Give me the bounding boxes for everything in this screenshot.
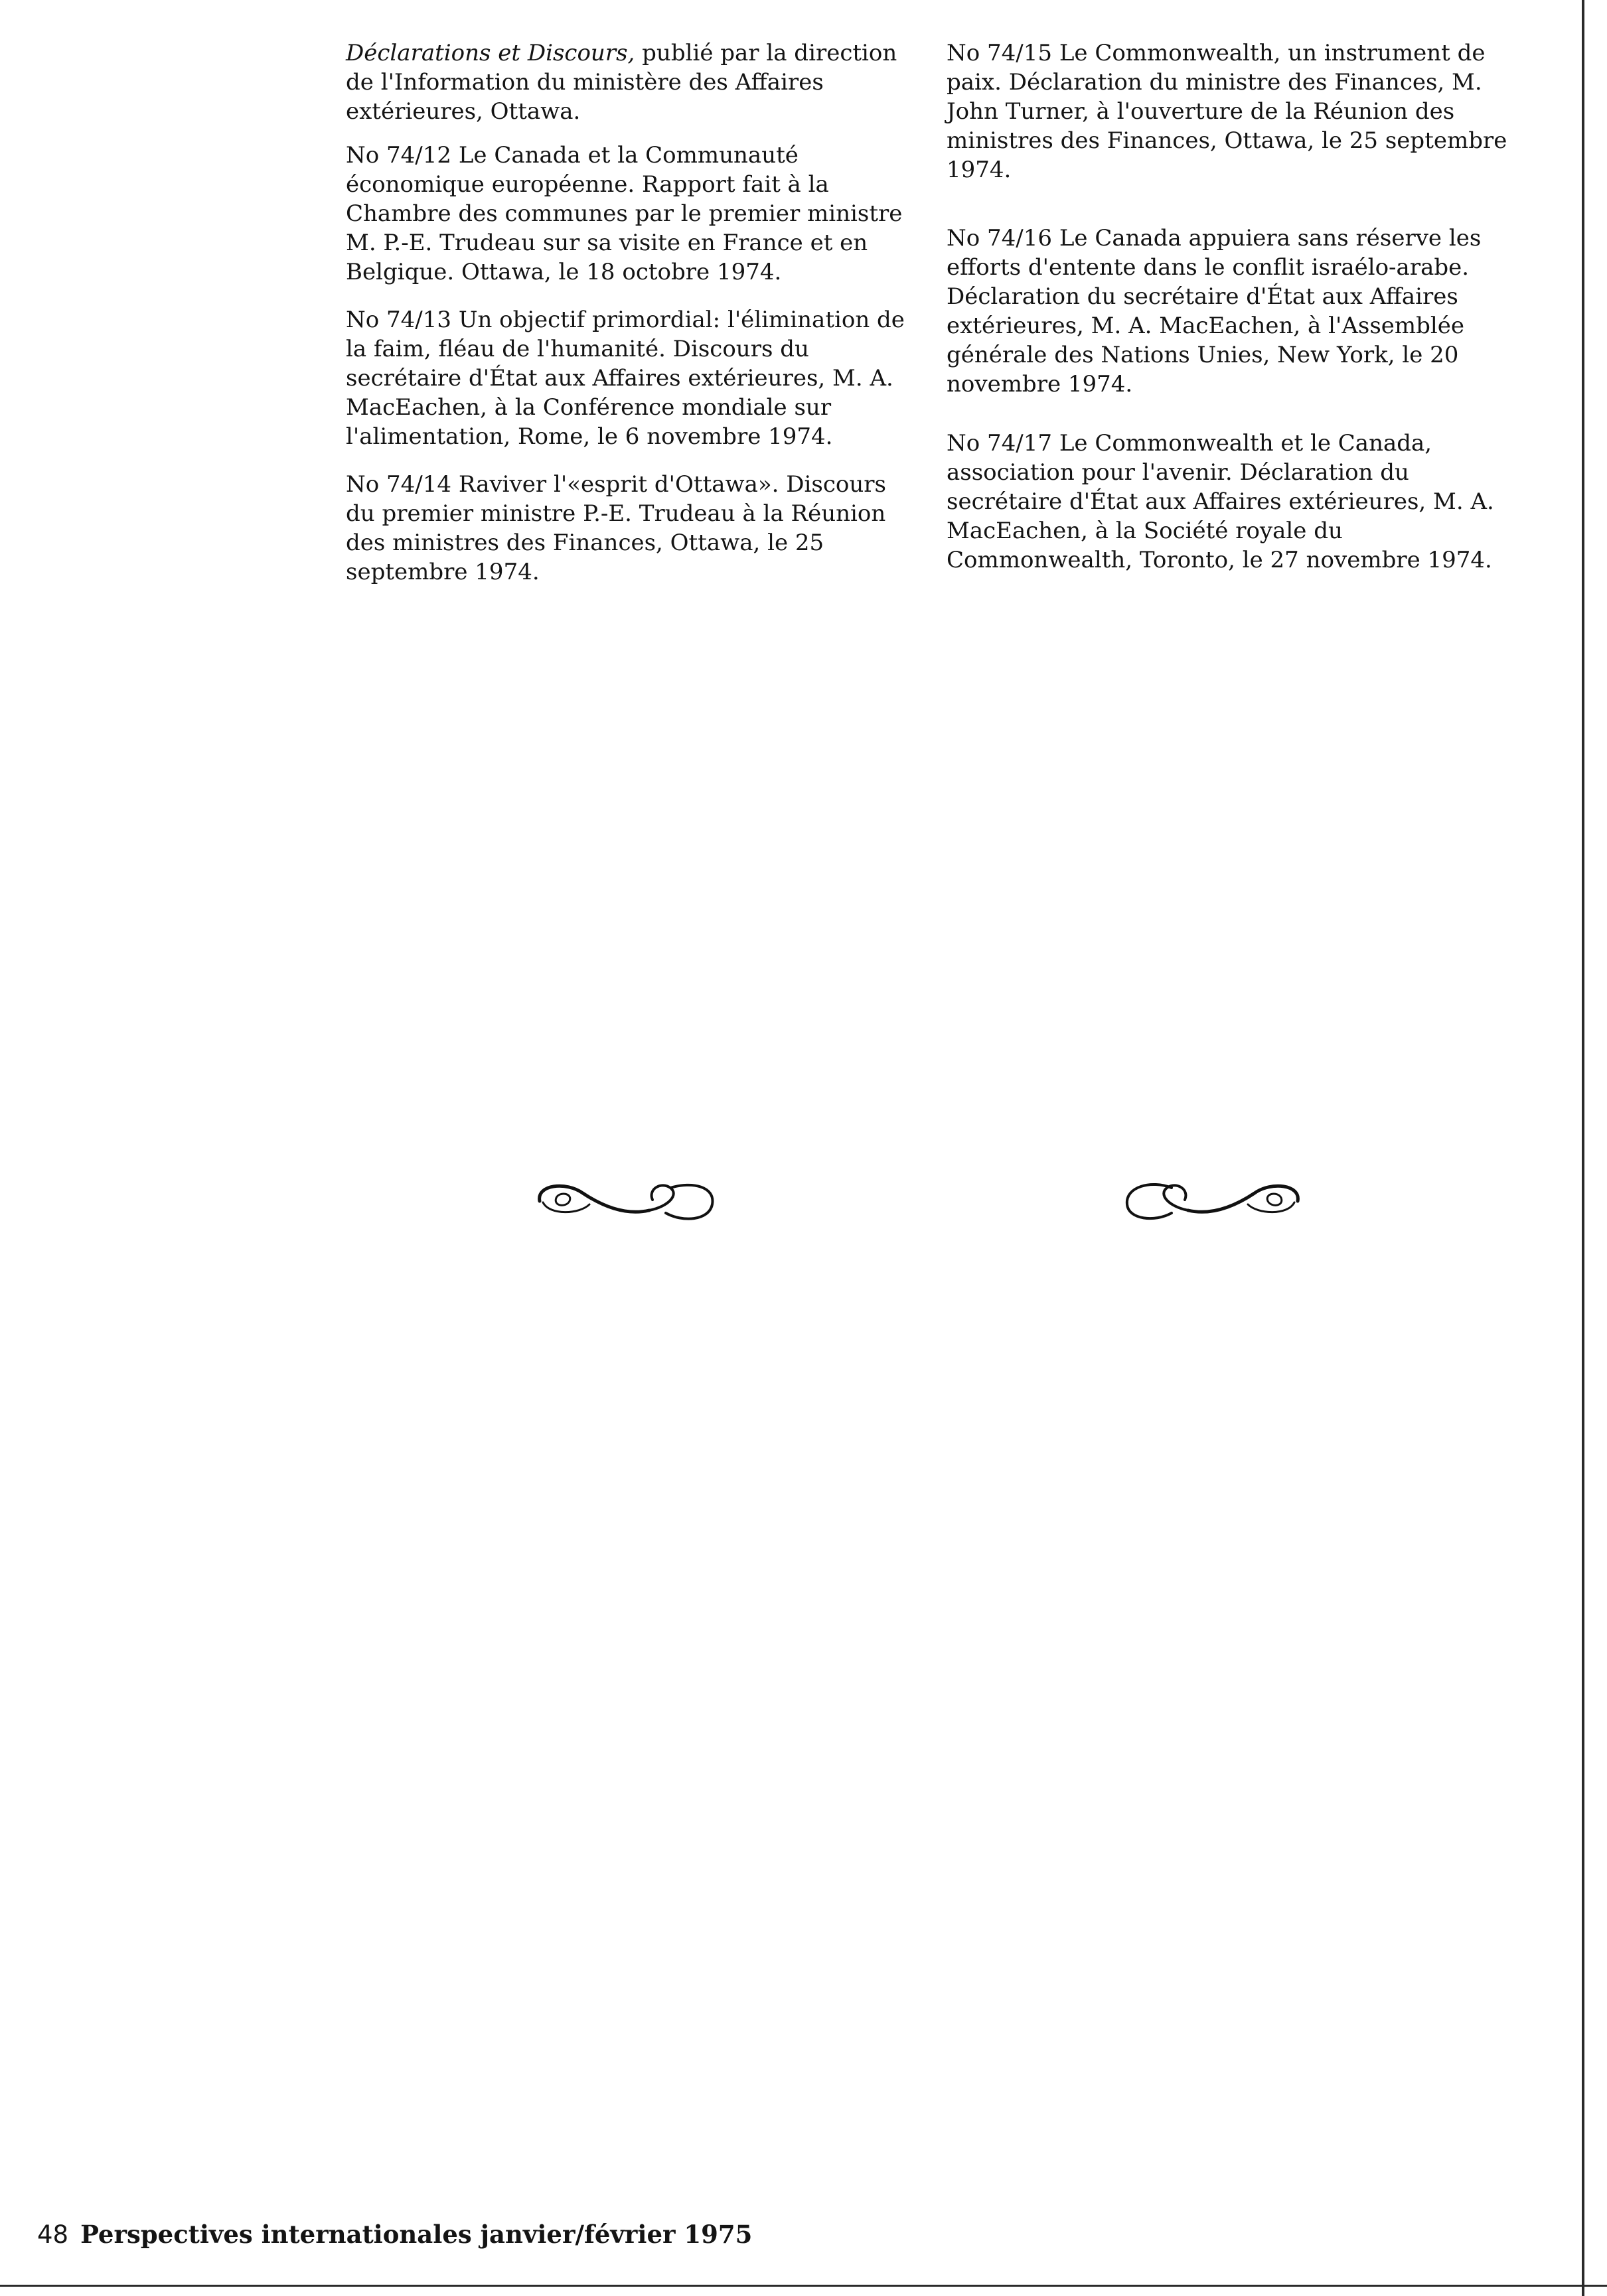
bottom-rule (0, 2285, 1607, 2287)
entry-74-12: No 74/12 Le Canada et la Communauté économique européenne. Rapport fait à la Chambre des communes par le premier ministre M. P.-E. Trudeau sur sa visite en France et en Belgique. Ottawa, le 18 octobre 1974. (346, 142, 903, 285)
publication-title: Perspectives internationales janvier/février 1975 (80, 2220, 753, 2249)
binding-edge (1581, 0, 1585, 2296)
intro-title: Déclarations et Discours, (346, 40, 635, 66)
flourish-ornament-right (1109, 1168, 1321, 1234)
intro-paragraph (346, 38, 917, 126)
entry-74-14: No 74/14 Raviver l'«esprit d'Ottawa». Discours du premier ministre P.-E. Trudeau à la Réunion des ministres des Finances, Ottawa, le 25 septembre 1974. (346, 471, 886, 585)
entry-74-16: No 74/16 Le Canada appuiera sans réserve les efforts d'entente dans le conflit israélo-arabe. Déclaration du secrétaire d'État aux Affaires extérieures, M. A. MacEachen, à l'Assemblée générale des Nations Unies, New York, le 20 novembre 1974. (947, 225, 1482, 397)
page-number: 48 (37, 2220, 69, 2249)
entry-74-13: No 74/13 Un objectif primordial: l'élimination de la faim, fléau de l'humanité. Discours du secrétaire d'État aux Affaires extérieures, M. A. MacEachen, à la Conférence mondiale sur l'alimentation, Rome, le 6 novembre 1974. (346, 307, 905, 450)
flourish-ornament-left (516, 1168, 729, 1234)
entry-74-15: No 74/15 Le Commonwealth, un instrument de paix. Déclaration du ministre des Finances, M. John Turner, à l'ouverture de la Réunion des ministres des Finances, Ottawa, le 25 septembre 1974. (947, 40, 1507, 183)
page-footer (37, 2220, 752, 2250)
entry-74-17: No 74/17 Le Commonwealth et le Canada, association pour l'avenir. Déclaration du secrétaire d'État aux Affaires extérieures, M. A. MacEachen, à la Société royale du Commonwealth, Toronto, le 27 novembre 1974. (947, 430, 1494, 573)
intro-text: publié par la direction de l'Information du ministère des Affaires extérieures, Ottawa. (346, 40, 897, 125)
